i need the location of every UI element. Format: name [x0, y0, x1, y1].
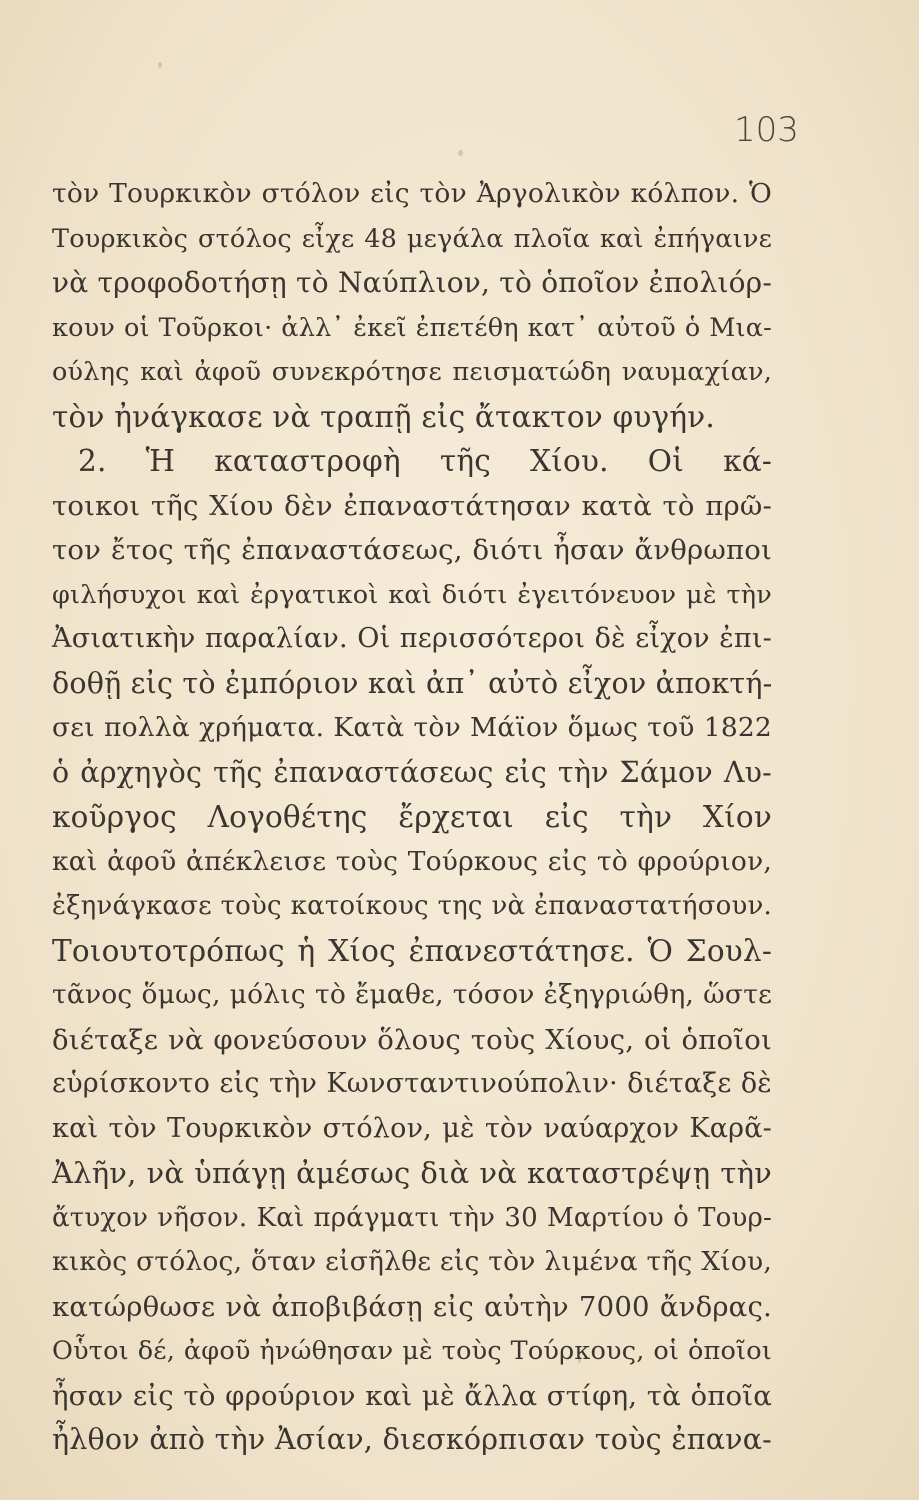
text-line: ἦλθον ἀπὸ τὴν Ἀσίαν, διεσκόρπισαν τοὺς ἐπανα-: [52, 1423, 772, 1456]
text-line: καὶ ἀφοῦ ἀπέκλεισε τοὺς Τούρκους εἰς τὸ φρούριον,: [52, 845, 772, 877]
text-line: Τοιουτοτρόπως ἡ Χίος ἐπανεστάτησε. Ὁ Σουλ-: [52, 933, 772, 968]
text-line: ἄτυχον νῆσον. Καὶ πράγματι τὴν 30 Μαρτίου ὁ Τουρ-: [52, 1202, 772, 1233]
text-line: κατώρθωσε νὰ ἀποβιβάσῃ εἰς αὐτὴν 7000 ἄνδρας.: [52, 1290, 772, 1323]
text-line: κοῦργος Λογοθέτης ἔρχεται εἰς τὴν Χίον: [52, 800, 772, 834]
body-text: [52, 172, 772, 1463]
text-line: ἐξηνάγκασε τοὺς κατοίκους της νὰ ἐπαναστατήσουν.: [52, 891, 772, 921]
text-line: τὸν Τουρκικὸν στόλον εἰς τὸν Ἀργολικὸν κόλπον. Ὁ: [52, 178, 772, 209]
text-line: τοικοι τῆς Χίου δὲν ἐπαναστάτησαν κατὰ τὸ πρῶ-: [52, 489, 772, 522]
text-line: ἦσαν εἰς τὸ φρούριον καὶ μὲ ἄλλα στίφη, τὰ ὁποῖα: [52, 1379, 772, 1412]
text-line: Ἀλῆν, νὰ ὑπάγῃ ἀμέσως διὰ νὰ καταστρέψῃ τὴν: [52, 1156, 772, 1190]
text-line: διέταξε νὰ φονεύσουν ὅλους τοὺς Χίους, οἱ ὁποῖοι: [52, 1023, 772, 1056]
text-line: τον ἔτος τῆς ἐπαναστάσεως, διότι ἦσαν ἄνθρωποι: [52, 534, 772, 566]
text-line: τᾶνος ὅμως, μόλις τὸ ἔμαθε, τόσον ἐξηγριώθη, ὥστε: [52, 979, 772, 1010]
text-line: φιλήσυχοι καὶ ἐργατικοὶ καὶ διότι ἐγειτόνευον μὲ τὴν: [52, 579, 772, 610]
page-number: 103: [734, 110, 799, 150]
text-line: Οὗτοι δέ, ἀφοῦ ἠνώθησαν μὲ τοὺς Τούρκους, οἱ ὁποῖοι: [52, 1336, 772, 1366]
text-line: δοθῇ εἰς τὸ ἐμπόριον καὶ ἀπ᾽ αὐτὸ εἶχον ἀποκτή-: [52, 666, 773, 700]
section-heading-line: 2. Ἡ καταστροφὴ τῆς Χίου. Οἱ κά-: [78, 444, 772, 478]
text-line: Ἀσιατικὴν παραλίαν. Οἱ περισσότεροι δὲ εἶχον ἐπι-: [52, 623, 772, 654]
text-line: τὸν ἠνάγκασε νὰ τραπῇ εἰς ἄτακτον φυγήν.: [52, 399, 715, 434]
text-line: σει πολλὰ χρήματα. Κατὰ τὸν Μάϊον ὅμως τοῦ 1822: [52, 712, 772, 743]
text-line: ὁ ἀρχηγὸς τῆς ἐπαναστάσεως εἰς τὴν Σάμον Λυ-: [52, 755, 772, 789]
text-line: νὰ τροφοδοτήσῃ τὸ Ναύπλιον, τὸ ὁποῖον ἐπολιόρ-: [52, 266, 772, 299]
text-line: κουν οἱ Τοῦρκοι· ἀλλ᾽ ἐκεῖ ἐπετέθη κατ᾽ αὐτοῦ ὁ Μια-: [52, 312, 772, 343]
paper-speck: [158, 62, 162, 68]
text-line: εὑρίσκοντο εἰς τὴν Κωνσταντινούπολιν· διέταξε δὲ: [52, 1068, 772, 1099]
text-line: καὶ τὸν Τουρκικὸν στόλον, μὲ τὸν ναύαρχον Καρᾶ-: [52, 1112, 772, 1144]
text-line: κικὸς στόλος, ὅταν εἰσῆλθε εἰς τὸν λιμένα τῆς Χίου,: [52, 1246, 772, 1277]
text-line: Τουρκικὸς στόλος εἶχε 48 μεγάλα πλοῖα καὶ ἐπήγαινε: [52, 223, 772, 254]
paper-speck: [458, 150, 463, 156]
text-line: ούλης καὶ ἀφοῦ συνεκρότησε πεισματώδη ναυμαχίαν,: [52, 357, 772, 387]
